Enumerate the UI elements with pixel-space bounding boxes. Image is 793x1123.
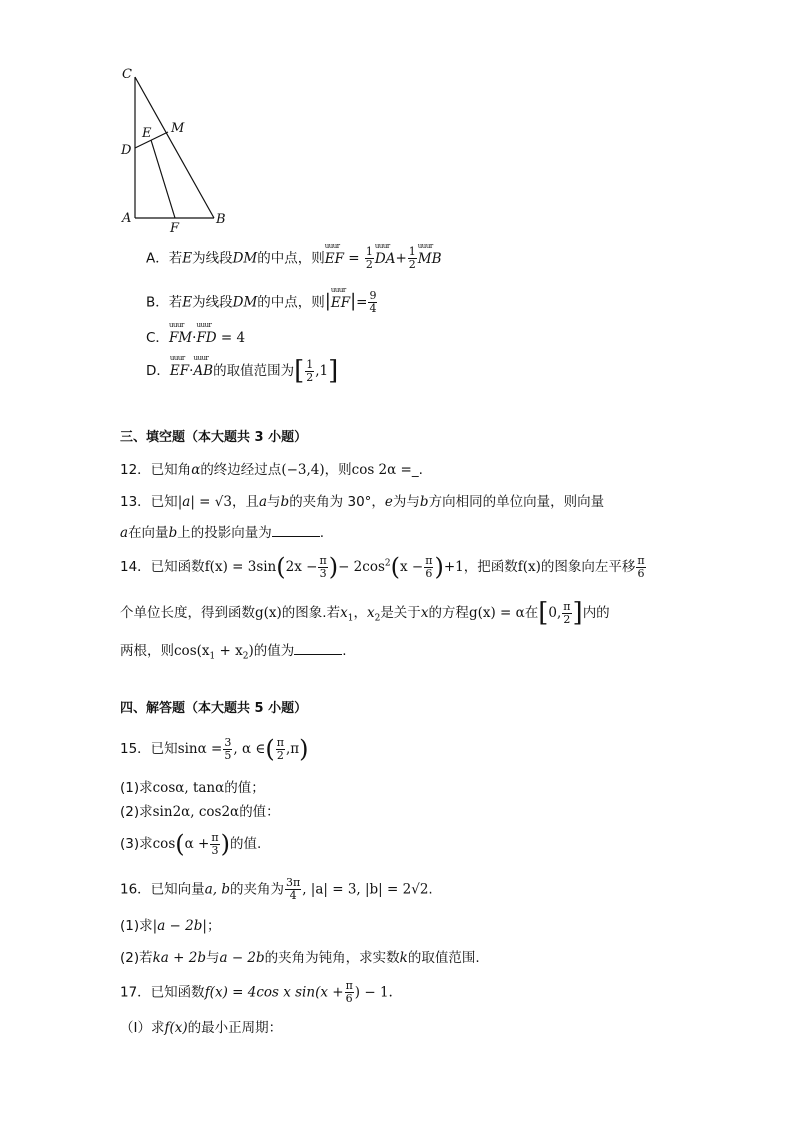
question-14-line-2: 个单位长度，得到函数g(x)的图象.若$x_1$，$x_2$是关于x的方程g(x) = α在[0, $\frac{\pi}{2}$ ]内的 [120,598,610,628]
option-a-text-2: 的中点，则 [257,250,325,267]
question-17-part-1: （I）求f(x)的最小正周期： [120,1020,283,1036]
q13-text-5: 为与 [392,494,420,510]
point-e: E [182,250,193,267]
q14-arg-2: x − [399,559,424,575]
vector-b: b [168,525,178,541]
vector-a: a [120,525,129,541]
q13-answer-blank [272,535,320,537]
q12-answer-blank: _ [411,462,419,478]
point-e: E [182,294,193,311]
question-14-line-3: 两根，则$\cos(x_1 + x_2)$的值为 . [120,643,347,662]
q12-text: 12．已知角 [120,462,192,478]
q15-condition: , α ∈ [233,741,266,757]
question-14-line-1: 14．已知函数f(x) = 3sin(2x − $\frac{\pi}{3}$ )− $2\cos^2(x$ − $\frac{\pi}{6}$ )+1，把函数f(x)的图象向左平移 $\frac{\pi}{6}$ [120,553,645,581]
q14-cos-term: − 2cos [338,559,385,575]
section-title-fill-in: 三、填空题（本大题共 3 小题） [120,430,308,445]
option-d: D．uuur EF·uuur AB的取值范围为[ $\frac{1}{2}$ ,1] [146,356,338,386]
equals: = [356,294,368,311]
q15-text: 15．已知 [120,741,178,757]
vector-ab: uuur AB [193,363,213,379]
q13-text-3: 与 [267,494,281,510]
q14-answer-blank [294,653,342,655]
option-c-prefix: C． [146,330,169,346]
option-d-prefix: D． [146,363,170,379]
vector-ef: uuur EF [325,251,344,267]
question-16-part-1: (1)求|a − 2b|； [120,918,221,934]
segment-dm-label: DM [232,250,258,267]
segment-cb [135,77,214,218]
q13-text-2: ，且 [231,494,259,510]
option-a [146,246,442,271]
q14-text-6: 是关于 [380,605,421,621]
interval-end: ,1 [315,363,329,379]
q14-arg: 2x − [285,559,318,575]
question-13-line-1: 13．已知|a| = √3，且a与b的夹角为 30°，e为与b方向相同的单位向量，则向量 [120,494,605,510]
vector-a: a [258,494,268,510]
option-d-text: 的取值范围为 [213,363,295,379]
vector-fd: uuur FD [196,330,216,346]
vector-fm: uuur FM [169,330,192,346]
plus: + [395,250,407,267]
q16-magnitudes: , |a| = 3, |b| = 2√2 [302,881,429,898]
q12-text-3: ，则 [324,462,352,478]
dot-product: · [189,363,194,379]
q14-text-10: 两根，则 [120,643,174,659]
option-a-prefix: A．若 [146,250,183,267]
q14-function-ref: f(x) [517,559,541,575]
question-15-part-1: (1)求cosα, tanα的值； [120,780,265,796]
dot-product: · [192,330,197,346]
q14-text-11: 的值为 [253,643,295,659]
fraction-half: $\frac{1}{2}$ [365,245,373,271]
q15-sin: sinα = [177,741,223,757]
option-b-text-2: 的中点，则 [257,294,325,311]
q16-text-2: 的夹角为 [229,881,284,898]
question-16: 16．已知向量a, b的夹角为 $\frac{3\pi}{4}$ , |a| = 3, |b| = 2√2. [120,876,433,902]
geometry-figure [110,60,240,240]
q14-text-8: 在 [524,605,539,621]
q14-text-5: 的图象.若 [281,605,341,621]
vector-e: e [384,494,393,510]
q17-text: 17．已知函数 [120,984,205,1001]
q12-text-2: 的终边经过点 [200,462,282,478]
q14-text: 14．已知函数 [120,559,205,575]
q13-text-6: 方向相同的单位向量，则向量 [428,494,605,510]
question-13-line-2 [120,521,324,541]
equals: = [344,250,364,267]
q13-period: . [319,525,325,541]
vector-ef: uuur EF [331,295,350,311]
question-15: 15．已知sinα = $\frac{3}{5}$ , α ∈( $\frac{\pi}{2}$ ,π) [120,735,309,763]
fraction-half: $\frac{1}{2}$ [306,357,314,384]
q16-text: 16．已知向量 [120,881,205,898]
label-a: A [122,211,132,226]
question-17: 17．已知函数f(x) = 4cos x sin(x + $\frac{\pi}{6}$ ) − 1. [120,979,393,1005]
q17-function: f(x) = 4cos x sin(x + [204,984,344,1001]
label-e: E [142,126,152,141]
segment-ef [151,140,175,218]
equals-four: = 4 [216,330,246,346]
label-f: F [170,221,180,236]
label-b: B [216,212,226,227]
option-a-text: 为线段 [192,250,233,267]
label-m: M [171,121,185,136]
q13-text-7: 在向量 [128,525,169,541]
alpha: α [191,462,201,478]
label-d: D [121,143,132,158]
q12-point: (−3,4) [281,462,325,478]
segment-dm-label: DM [232,294,258,311]
vector-a: a [182,494,191,510]
vector-mb: uuur MB [418,251,442,267]
vector-ef: uuur EF [170,363,189,379]
q14-gx: g(x) [255,605,282,621]
q13-text-4: 的夹角为 30°， [289,494,385,510]
q14-text-9: 内的 [582,605,610,621]
option-b: B．若E为线段DM的中点，则|uuur EF|= $\frac{9}{4}$ [146,290,378,315]
q14-function: f(x) = 3sin [204,559,277,575]
vectors-ab: a, b [204,881,230,898]
option-b-text: 为线段 [192,294,233,311]
q14-text-3: 的图象向左平移 [540,559,636,575]
q12-expression: cos 2α = [351,462,412,478]
q14-text-2: ，把函数 [463,559,518,575]
vector-b: b [419,494,429,510]
vector-b: b [280,494,290,510]
question-15-part-2: (2)求sin2α, cos2α的值： [120,804,280,820]
q14-text-7: 的方程 [428,605,469,621]
fraction-half-2: $\frac{1}{2}$ [408,245,416,271]
section-title-solutions: 四、解答题（本大题共 5 小题） [120,701,308,716]
q13-text: 13．已知 [120,494,178,510]
vector-da: uuur DA [375,251,396,267]
q14-text-4: 个单位长度，得到函数 [120,605,255,621]
label-c: C [122,67,132,82]
question-12 [120,458,423,478]
question-16-part-2: (2)若ka + 2b与a − 2b的夹角为钝角，求实数k的取值范围. [120,950,480,966]
fraction-nine-quarters: $\frac{9}{4}$ [369,289,377,315]
q14-equation: g(x) = α [468,605,525,621]
option-b-prefix: B．若 [146,294,183,311]
q13-magnitude: = √3 [194,494,232,510]
q12-period: . [418,462,423,478]
option-c [146,326,245,346]
q14-tail: +1 [443,559,464,575]
q13-text-8: 上的投影向量为 [177,525,272,541]
question-15-part-3: (3)求cos(α + $\frac{\pi}{3}$ )的值. [120,830,262,858]
